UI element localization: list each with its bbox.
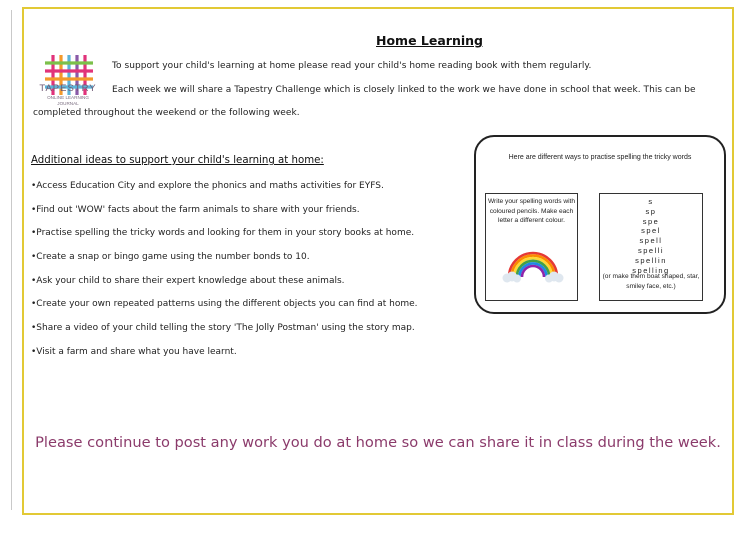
spelling-step: spe — [642, 216, 660, 226]
spelling-shape-note: (or make them boat shaped, star, smiley face, etc.) — [602, 273, 700, 290]
idea-item: •Create a snap or bingo game using the number bonds to 10. — [31, 252, 310, 263]
spelling-step: spell — [639, 236, 663, 246]
idea-item: •Ask your child to share their expert knowledge about these animals. — [31, 275, 345, 286]
spelling-steps-list — [600, 197, 702, 275]
logo-tagline-line1: ONLINE LEARNING — [47, 95, 89, 100]
logo-tagline — [37, 95, 99, 106]
idea-item: •Create your own repeated patterns using the different objects you can find at home. — [31, 299, 418, 310]
ideas-list — [31, 181, 418, 371]
spelling-step: sp — [645, 206, 657, 216]
idea-item: •Practise spelling the tricky words and looking for them in your story books at home. — [31, 228, 415, 239]
intro-line-3: completed throughout the weekend or the following week. — [33, 108, 300, 118]
intro-line-1: To support your child's learning at home please read your child's home reading book with them regularly. — [112, 61, 592, 71]
intro-line-2: Each week we will share a Tapestry Challenge which is closely linked to the work we have done in school that week. This can be — [112, 85, 696, 95]
closing-message: Please continue to post any work you do at home so we can share it in class during the week. — [35, 434, 721, 451]
spelling-step: s — [648, 197, 654, 206]
spelling-step: spel — [641, 226, 661, 236]
logo-tagline-line2: JOURNAL — [57, 100, 79, 106]
spelling-panel-heading: Here are different ways to practise spelling the tricky words — [508, 154, 692, 161]
idea-item: •Find out 'WOW' facts about the farm animals to share with your friends. — [31, 204, 360, 215]
coloured-pencils-text: Write your spelling words with coloured pencils. Make each letter a different colour. — [487, 198, 576, 224]
document-edge-line — [11, 10, 12, 510]
logo-wordmark: TAPESTRY — [39, 83, 97, 94]
spelling-step: spellin — [635, 255, 667, 265]
spelling-step: spelling — [632, 265, 670, 275]
idea-item: •Visit a farm and share what you have learnt. — [31, 346, 237, 357]
ideas-heading: Additional ideas to support your child's learning at home: — [31, 155, 324, 166]
spelling-step: spelli — [637, 245, 665, 255]
idea-item: •Share a video of your child telling the story 'The Jolly Postman' using the story map. — [31, 323, 415, 334]
rainbow-icon — [500, 247, 566, 283]
idea-item: •Access Education City and explore the phonics and maths activities for EYFS. — [31, 181, 384, 191]
page-title: Home Learning — [376, 33, 483, 48]
